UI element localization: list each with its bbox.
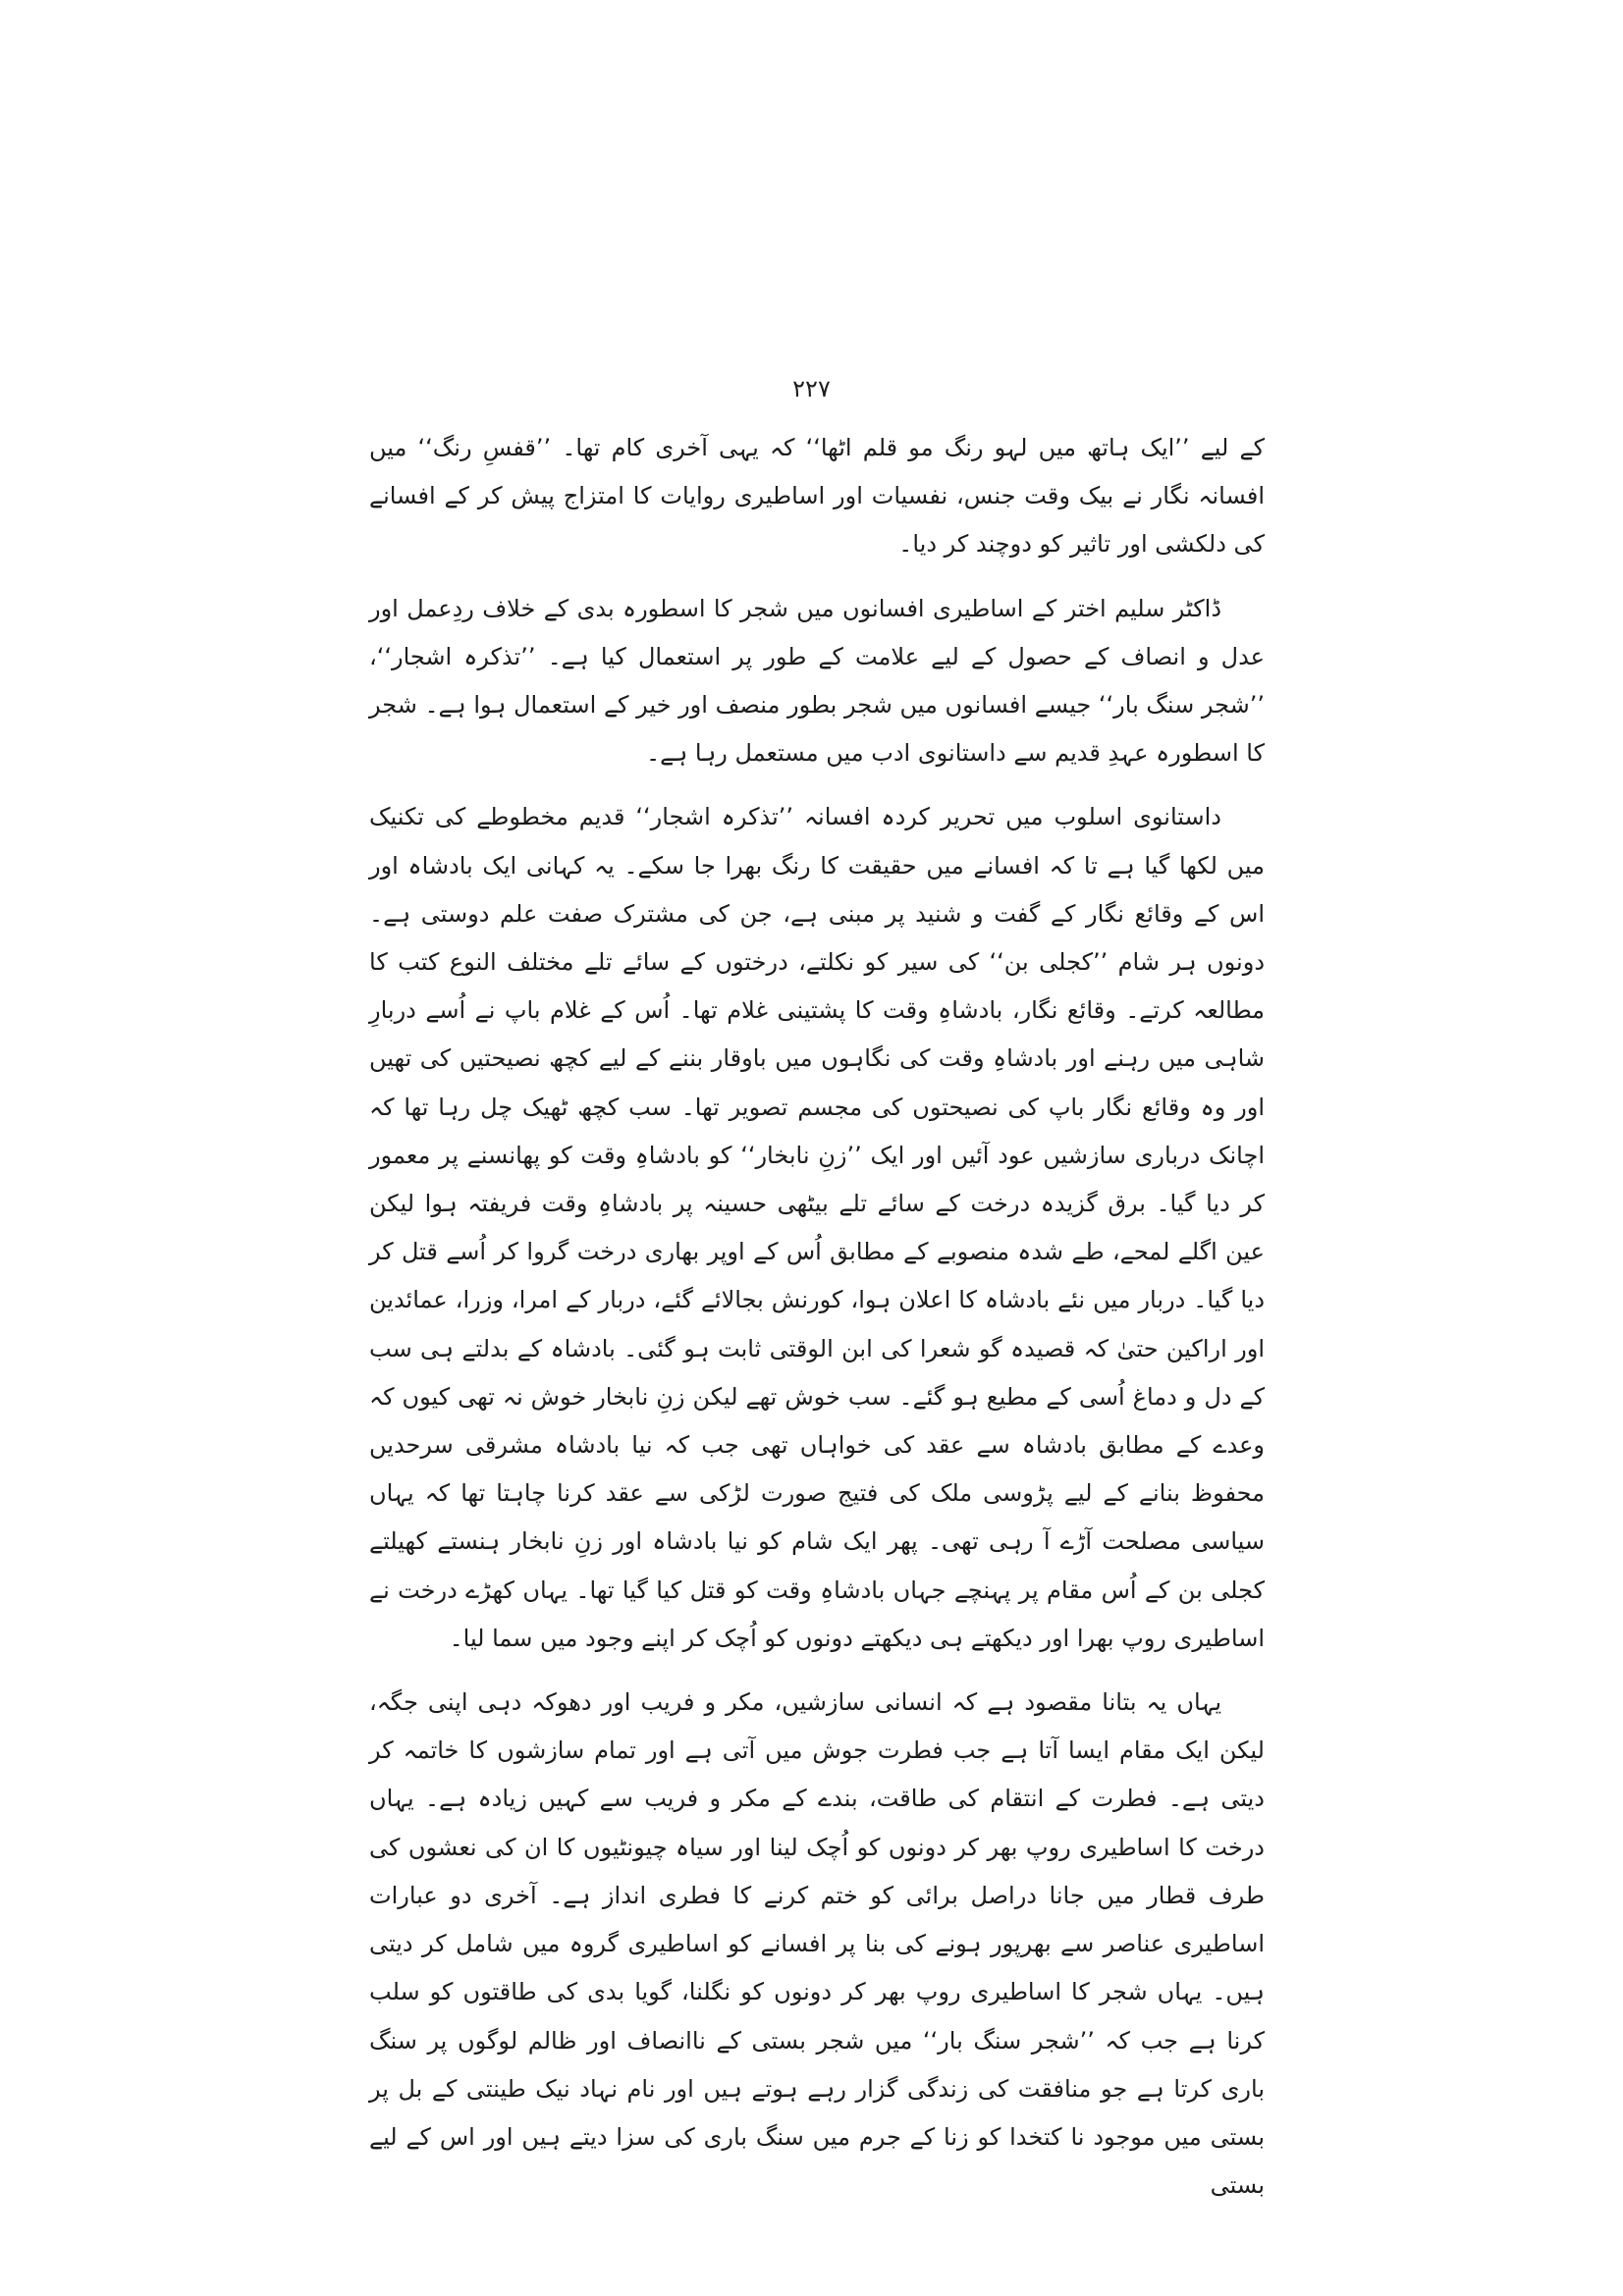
- paragraph-1: کے لیے ’’ایک ہاتھ میں لہو رنگ مو قلم اٹھا‘‘ کہ یہی آخری کام تھا۔ ’’قفسِ رنگ‘‘ میں افسانہ نگار نے بیک وقت جنس، نفسیات اور اساطیری روایات کا امتزاج پیش کر کے افسانے کی دلکشی اور تاثیر کو دوچند کر دیا۔: [369, 434, 1265, 559]
- body-text: [369, 424, 1265, 2210]
- paragraph-4: یہاں یہ بتانا مقصود ہے کہ انسانی سازشیں، مکر و فریب اور دھوکہ دہی اپنی جگہ، لیکن ایک مقام ایسا آتا ہے جب فطرت جوش میں آتی ہے اور تمام سازشوں کا خاتمہ کر دیتی ہے۔ فطرت کے انتقام کی طاقت، بندے کے مکر و فریب سے کہیں زیادہ ہے۔ یہاں درخت کا اساطیری روپ بھر کر دونوں کو اُچک لینا اور سیاہ چیونٹیوں کا ان کی نعشوں کی طرف قطار میں جانا دراصل برائی کو ختم کرنے کا فطری انداز ہے۔ آخری دو عبارات اساطیری عناصر سے بھرپور ہونے کی بنا پر افسانے کو اساطیری گروہ میں شامل کر دیتی ہیں۔ یہاں شجر کا اساطیری روپ بھر کر دونوں کو نگلنا، گویا بدی کی طاقتوں کو سلب کرنا ہے جب کہ ’’شجر سنگ بار‘‘ میں شجر بستی کے ناانصاف اور ظالم لوگوں پر سنگ باری کرتا ہے جو منافقت کی زندگی گزار رہے ہوتے ہیں اور نام نہاد نیک طینتی کے بل پر بستی میں موجود نا کتخدا کو زنا کے جرم میں سنگ باری کی سزا دیتے ہیں اور اس کے لیے بستی: [369, 1688, 1265, 2200]
- paragraph-3: داستانوی اسلوب میں تحریر کردہ افسانہ ’’تذکرہ اشجار‘‘ قدیم مخطوطے کی تکنیک میں لکھا گیا ہے تا کہ افسانے میں حقیقت کا رنگ بھرا جا سکے۔ یہ کہانی ایک بادشاہ اور اس کے وقائع نگار کے گفت و شنید پر مبنی ہے، جن کی مشترک صفت علم دوستی ہے۔ دونوں ہر شام ’’کجلی بن‘‘ کی سیر کو نکلتے، درختوں کے سائے تلے مختلف النوع کتب کا مطالعہ کرتے۔ وقائع نگار، بادشاہِ وقت کا پشتینی غلام تھا۔ اُس کے غلام باپ نے اُسے دربارِ شاہی میں رہنے اور بادشاہِ وقت کی نگاہوں میں باوقار بننے کے لیے کچھ نصیحتیں کی تھیں اور وہ وقائع نگار باپ کی نصیحتوں کی مجسم تصویر تھا۔ سب کچھ ٹھیک چل رہا تھا کہ اچانک درباری سازشیں عود آئیں اور ایک ’’زنِ نابخار‘‘ کو بادشاہِ وقت کو پھانسنے پر معمور کر دیا گیا۔ برق گزیدہ درخت کے سائے تلے بیٹھی حسینہ پر بادشاہِ وقت فریفتہ ہوا لیکن عین اگلے لمحے، طے شدہ منصوبے کے مطابق اُس کے اوپر بھاری درخت گروا کر اُسے قتل کر دیا گیا۔ دربار میں نئے بادشاہ کا اعلان ہوا، کورنش بجالائے گئے، دربار کے امرا، وزرا، عمائدین اور اراکین حتیٰ کہ قصیدہ گو شعرا کی ابن الوقتی ثابت ہو گئی۔ بادشاہ کے بدلتے ہی سب کے دل و دماغ اُسی کے مطیع ہو گئے۔ سب خوش تھے لیکن زنِ نابخار خوش نہ تھی کیوں کہ وعدے کے مطابق بادشاہ سے عقد کی خواہاں تھی جب کہ نیا بادشاہ مشرقی سرحدیں محفوظ بنانے کے لیے پڑوسی ملک کی فتیج صورت لڑکی سے عقد کرنا چاہتا تھا کہ یہاں سیاسی مصلحت آڑے آ رہی تھی۔ پھر ایک شام کو نیا بادشاہ اور زنِ نابخار ہنستے کھیلتے کجلی بن کے اُس مقام پر پہنچے جہاں بادشاہِ وقت کو قتل کیا گیا تھا۔ یہاں کھڑے درخت نے اساطیری روپ بھرا اور دیکھتے ہی دیکھتے دونوں کو اُچک کر اپنے وجود میں سما لیا۔: [369, 803, 1265, 1652]
- paragraph-2: ڈاکٹر سلیم اختر کے اساطیری افسانوں میں شجر کا اسطورہ بدی کے خلاف ردِعمل اور عدل و انصاف کے حصول کے لیے علامت کے طور پر استعمال کیا ہے۔ ’’تذکرہ اشجار‘‘، ’’شجر سنگ بار‘‘ جیسے افسانوں میں شجر بطور منصف اور خیر کے استعمال ہوا ہے۔ شجر کا اسطورہ عہدِ قدیم سے داستانوی ادب میں مستعمل رہا ہے۔: [369, 594, 1265, 768]
- page-number: ۲۲۷: [792, 375, 831, 402]
